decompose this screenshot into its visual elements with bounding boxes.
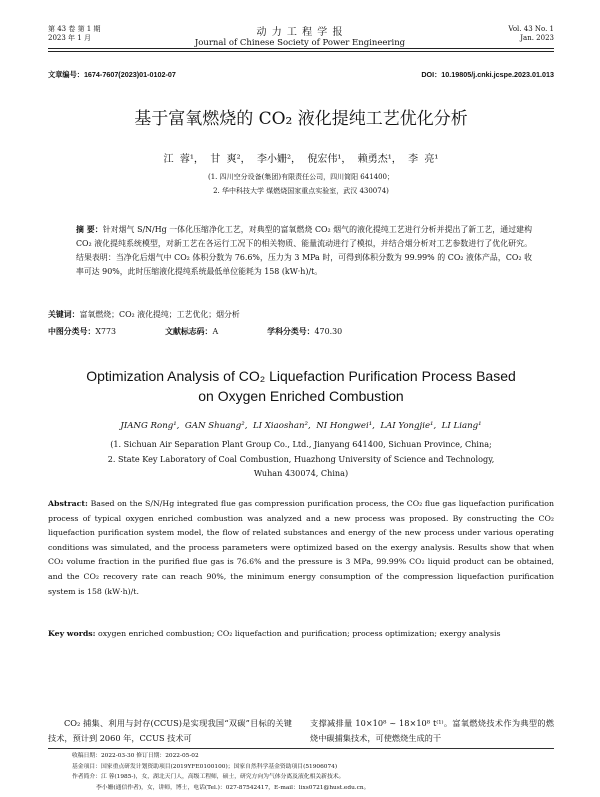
title-en: Optimization Analysis of CO₂ Liquefaction Purification Process Based on Oxygen Enriched Combustion xyxy=(86,368,516,404)
header-rule-thin xyxy=(48,51,554,52)
abstract-en xyxy=(48,497,554,599)
journal-name-en: Journal of Chinese Society of Power Engineering xyxy=(194,38,406,48)
title-cn: 基于富氧燃烧的 CO₂ 液化提纯工艺优化分析 xyxy=(134,109,468,129)
classification-cn xyxy=(48,326,554,337)
header-volume-cn: 第 43 卷 第 1 期 xyxy=(48,25,101,33)
footnote-corresponding: 李小姗(通信作者)，女，讲师，博士，电话(Tel.)：027-87542417，E-mail：lixs0721@hust.edu.cn。 xyxy=(96,784,370,791)
journal-name-cn: 动 力 工 程 学 报 xyxy=(256,27,344,38)
article-number: 文章编号：1674-7607(2023)01-0102-07 xyxy=(48,70,176,79)
footnote-dates: 收稿日期：2022-03-30 修订日期：2022-05-02 xyxy=(72,753,199,759)
body-column-left: CO₂ 捕集、利用与封存(CCUS)是实现我国“双碳”目标的关键技术，预计到 2060 年，CCUS 技术可 xyxy=(48,718,292,743)
footnote-funding: 基金项目：国家重点研发计划资助项目(2019YFE0100100)；国家自然科学基金资助项目(51906074) xyxy=(72,763,338,770)
keywords-en xyxy=(48,627,554,642)
keywords-en-text: oxygen enriched combustion; CO₂ liquefaction and purification; process optimization; exergy analysis xyxy=(98,629,501,638)
header-rule xyxy=(48,48,554,49)
authors-en: JIANG Rong¹, GAN Shuang², LI Xiaoshan², NI Hongwei¹, LAI Yongjie¹, LI Liang¹ xyxy=(120,421,482,431)
footnote-rule xyxy=(48,748,554,749)
affiliation-cn-2: 2. 华中科技大学 煤燃烧国家重点实验室，武汉 430074) xyxy=(213,187,389,195)
authors-cn: 江 蓉¹， 甘 爽²， 李小姗²， 倪宏伟¹， 赖勇杰¹， 李 亮¹ xyxy=(163,154,439,165)
clc-value: X773 xyxy=(95,327,117,336)
doc-code-label: 文献标志码： xyxy=(165,327,213,336)
keywords-cn xyxy=(48,309,240,320)
subject-value: 470.30 xyxy=(314,327,343,336)
body-column-right: 支撑减排量 10×10⁸ ~ 18×10⁸ t⁽¹⁾。富氧燃烧技术作为典型的燃烧中碳捕集技术，可使燃烧生成的干 xyxy=(310,718,554,743)
affiliation-en-3: Wuhan 430074, China) xyxy=(253,468,349,478)
affiliation-en-2: 2. State Key Laboratory of Coal Combustion, Huazhong University of Science and Technology, xyxy=(107,453,495,464)
keywords-en-label: Key words: xyxy=(48,629,96,638)
abstract-en-label: Abstract: xyxy=(48,499,88,508)
header-volume-en: Vol. 43 No. 1 xyxy=(508,25,554,33)
abstract-cn xyxy=(76,223,532,279)
header-date-en: Jan. 2023 xyxy=(520,34,554,42)
keywords-cn-text: 富氧燃烧；CO₂ 液化提纯；工艺优化；烟分析 xyxy=(79,310,240,319)
affiliation-cn-1: (1. 四川空分设备(集团)有限责任公司，四川简阳 641400； xyxy=(207,173,395,181)
clc-label: 中图分类号： xyxy=(48,327,96,336)
abstract-en-text: Based on the S/N/Hg integrated flue gas compression purification process, the CO₂ flue gas liquefaction purification process of typical oxygen enriched combustion was analyzed and a new process was proposed. By constructing the CO₂ liquefaction purification system model, the flow of related substances and energy of the new process under various operating conditions was simulated, and the process parameters were optimized based on the exergy analysis. Results show that when CO₂ volume fraction in the purified flue gas is 76.6% and the pressure is 3 MPa, 99.99% CO₂ liquid product can be obtained, and the CO₂ recovery rate can reach 90%, the minimum energy consumption of the compression liquefaction purification system is 158 (kW·h)/t. xyxy=(48,499,554,596)
affiliation-en-1: (1. Sichuan Air Separation Plant Group Co., Ltd., Jianyang 641400, Sichuan Province, China; xyxy=(110,439,492,449)
keywords-cn-label: 关键词： xyxy=(48,310,80,319)
header-date-cn: 2023 年 1 月 xyxy=(48,34,91,42)
doc-code-value: A xyxy=(212,327,219,336)
abstract-cn-label: 摘 要： xyxy=(76,225,103,234)
subject-label: 学科分类号： xyxy=(267,327,315,336)
footnote-author-bio: 作者简介：江 蓉(1985-)，女，湖北天门人，高级工程师，硕士，研究方向为气体分离及液化相关新技术。 xyxy=(72,774,345,780)
abstract-cn-text: 针对烟气 S/N/Hg 一体化压缩净化工艺，对典型的富氧燃烧 CO₂ 烟气的液化提纯工艺进行分析并提出了新工艺，通过建构 CO₂ 液化提纯系统模型，对新工艺在各运行工况下的相关物质、能量流动进行了模拟，并结合烟分析对工艺参数进行了优化研究。结果表明：当净化后烟气中 CO₂ 体积分数为 76.6%，压力为 3 MPa 时，可得到体积分数为 99.99% 的 CO₂ 液体产品，CO₂ 收率可达 90%，此时压缩液化提纯系统最低单位能耗为 158 (kW·h)/t。 xyxy=(76,225,533,276)
doi: DOI：10.19805/j.cnki.jcspe.2023.01.013 xyxy=(421,70,554,79)
